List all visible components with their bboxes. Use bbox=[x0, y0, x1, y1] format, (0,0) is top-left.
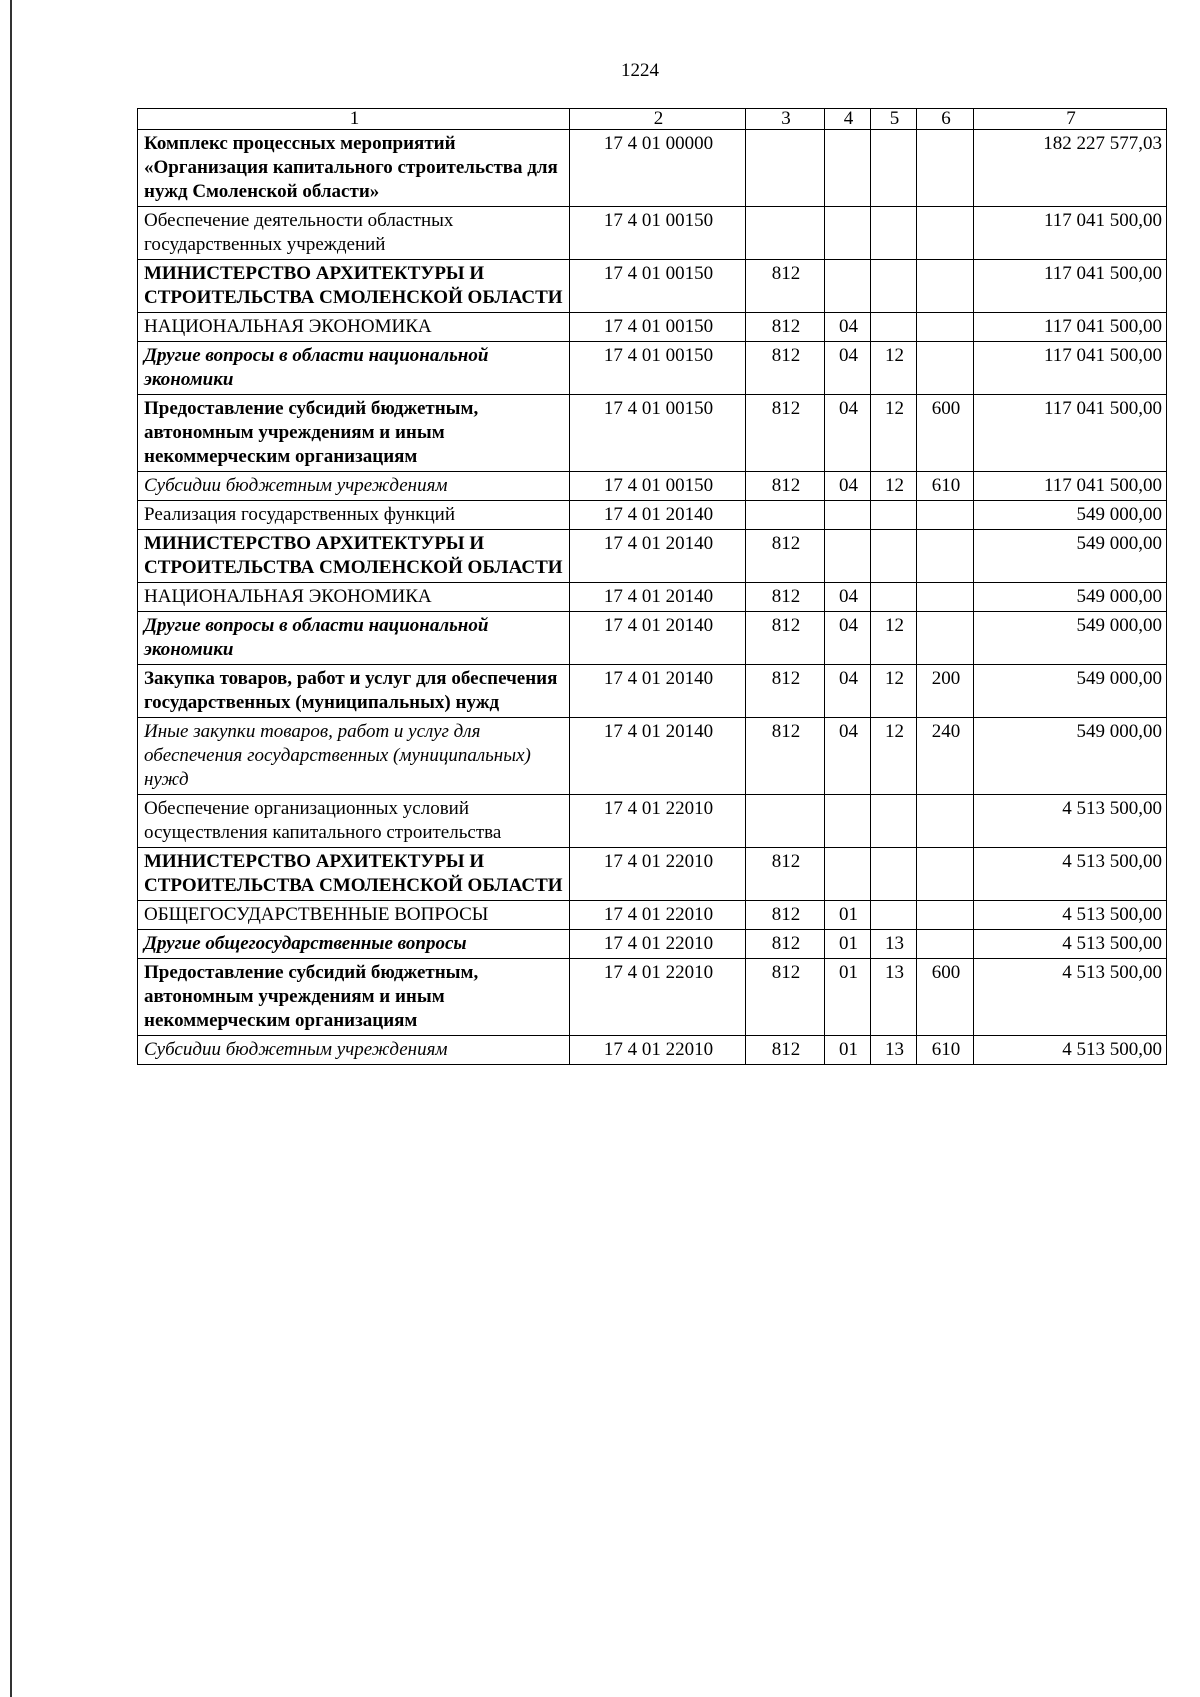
row-section-code bbox=[825, 848, 871, 901]
row-ministry-code: 812 bbox=[746, 665, 825, 718]
row-expense-type-code bbox=[917, 313, 974, 342]
row-section-code: 04 bbox=[825, 342, 871, 395]
row-name: Другие вопросы в области национальной экономики bbox=[138, 612, 570, 665]
row-target-code: 17 4 01 22010 bbox=[570, 930, 746, 959]
row-subsection-code bbox=[871, 530, 917, 583]
row-section-code: 01 bbox=[825, 901, 871, 930]
header-col-6: 6 bbox=[917, 109, 974, 130]
row-name: Закупка товаров, работ и услуг для обеспечения государственных (муниципальных) нужд bbox=[138, 665, 570, 718]
row-amount: 117 041 500,00 bbox=[974, 342, 1167, 395]
row-name: МИНИСТЕРСТВО АРХИТЕКТУРЫ И СТРОИТЕЛЬСТВА СМОЛЕНСКОЙ ОБЛАСТИ bbox=[138, 530, 570, 583]
table-row bbox=[138, 260, 1167, 313]
row-amount: 4 513 500,00 bbox=[974, 930, 1167, 959]
row-subsection-code: 12 bbox=[871, 718, 917, 795]
table-row bbox=[138, 665, 1167, 718]
row-expense-type-code: 600 bbox=[917, 959, 974, 1036]
row-name: Другие вопросы в области национальной экономики bbox=[138, 342, 570, 395]
row-name: Другие общегосударственные вопросы bbox=[138, 930, 570, 959]
row-section-code: 01 bbox=[825, 1036, 871, 1065]
row-expense-type-code: 200 bbox=[917, 665, 974, 718]
row-expense-type-code bbox=[917, 530, 974, 583]
row-amount: 4 513 500,00 bbox=[974, 1036, 1167, 1065]
page-number: 1224 bbox=[621, 60, 659, 81]
row-target-code: 17 4 01 20140 bbox=[570, 665, 746, 718]
row-name: НАЦИОНАЛЬНАЯ ЭКОНОМИКА bbox=[138, 583, 570, 612]
row-ministry-code: 812 bbox=[746, 260, 825, 313]
row-expense-type-code: 240 bbox=[917, 718, 974, 795]
row-section-code bbox=[825, 530, 871, 583]
table-row bbox=[138, 901, 1167, 930]
row-ministry-code: 812 bbox=[746, 583, 825, 612]
row-target-code: 17 4 01 00150 bbox=[570, 472, 746, 501]
row-subsection-code bbox=[871, 207, 917, 260]
row-amount: 117 041 500,00 bbox=[974, 313, 1167, 342]
row-amount: 549 000,00 bbox=[974, 718, 1167, 795]
table-row bbox=[138, 1036, 1167, 1065]
row-target-code: 17 4 01 20140 bbox=[570, 583, 746, 612]
row-ministry-code: 812 bbox=[746, 848, 825, 901]
row-subsection-code bbox=[871, 501, 917, 530]
row-name: Обеспечение деятельности областных государственных учреждений bbox=[138, 207, 570, 260]
row-target-code: 17 4 01 00150 bbox=[570, 260, 746, 313]
row-amount: 117 041 500,00 bbox=[974, 395, 1167, 472]
row-section-code: 04 bbox=[825, 583, 871, 612]
table-row bbox=[138, 795, 1167, 848]
table-row bbox=[138, 959, 1167, 1036]
row-name: Иные закупки товаров, работ и услуг для обеспечения государственных (муниципальных) нужд bbox=[138, 718, 570, 795]
row-section-code bbox=[825, 795, 871, 848]
row-name: ОБЩЕГОСУДАРСТВЕННЫЕ ВОПРОСЫ bbox=[138, 901, 570, 930]
row-name: Комплекс процессных мероприятий «Организация капитального строительства для нужд Смоленской области» bbox=[138, 130, 570, 207]
header-col-5: 5 bbox=[871, 109, 917, 130]
row-expense-type-code bbox=[917, 930, 974, 959]
row-expense-type-code: 610 bbox=[917, 1036, 974, 1065]
table-row bbox=[138, 930, 1167, 959]
row-subsection-code: 13 bbox=[871, 959, 917, 1036]
row-expense-type-code bbox=[917, 342, 974, 395]
row-target-code: 17 4 01 00000 bbox=[570, 130, 746, 207]
row-name: Обеспечение организационных условий осуществления капитального строительства bbox=[138, 795, 570, 848]
row-target-code: 17 4 01 20140 bbox=[570, 718, 746, 795]
row-expense-type-code bbox=[917, 130, 974, 207]
row-section-code: 04 bbox=[825, 395, 871, 472]
header-col-1: 1 bbox=[138, 109, 570, 130]
row-name: МИНИСТЕРСТВО АРХИТЕКТУРЫ И СТРОИТЕЛЬСТВА СМОЛЕНСКОЙ ОБЛАСТИ bbox=[138, 848, 570, 901]
table-header-row bbox=[138, 109, 1167, 130]
header-col-4: 4 bbox=[825, 109, 871, 130]
row-target-code: 17 4 01 22010 bbox=[570, 901, 746, 930]
row-name: Субсидии бюджетным учреждениям bbox=[138, 1036, 570, 1065]
table-row bbox=[138, 472, 1167, 501]
row-subsection-code: 12 bbox=[871, 612, 917, 665]
row-subsection-code bbox=[871, 313, 917, 342]
row-ministry-code: 812 bbox=[746, 930, 825, 959]
row-target-code: 17 4 01 00150 bbox=[570, 395, 746, 472]
row-section-code: 04 bbox=[825, 472, 871, 501]
header-col-7: 7 bbox=[974, 109, 1167, 130]
row-ministry-code bbox=[746, 207, 825, 260]
row-amount: 549 000,00 bbox=[974, 612, 1167, 665]
row-expense-type-code bbox=[917, 207, 974, 260]
row-ministry-code bbox=[746, 501, 825, 530]
row-target-code: 17 4 01 22010 bbox=[570, 1036, 746, 1065]
row-target-code: 17 4 01 20140 bbox=[570, 612, 746, 665]
row-section-code: 01 bbox=[825, 930, 871, 959]
header-col-2: 2 bbox=[570, 109, 746, 130]
row-target-code: 17 4 01 20140 bbox=[570, 530, 746, 583]
row-subsection-code: 12 bbox=[871, 665, 917, 718]
table-row bbox=[138, 207, 1167, 260]
row-ministry-code bbox=[746, 130, 825, 207]
row-amount: 549 000,00 bbox=[974, 665, 1167, 718]
row-section-code bbox=[825, 260, 871, 313]
row-name: МИНИСТЕРСТВО АРХИТЕКТУРЫ И СТРОИТЕЛЬСТВА СМОЛЕНСКОЙ ОБЛАСТИ bbox=[138, 260, 570, 313]
table-row bbox=[138, 130, 1167, 207]
row-amount: 549 000,00 bbox=[974, 530, 1167, 583]
row-name: Предоставление субсидий бюджетным, автономным учреждениям и иным некоммерческим организациям bbox=[138, 959, 570, 1036]
row-subsection-code bbox=[871, 130, 917, 207]
row-expense-type-code bbox=[917, 848, 974, 901]
row-expense-type-code bbox=[917, 901, 974, 930]
row-name: НАЦИОНАЛЬНАЯ ЭКОНОМИКА bbox=[138, 313, 570, 342]
row-expense-type-code: 610 bbox=[917, 472, 974, 501]
row-subsection-code bbox=[871, 795, 917, 848]
table-row bbox=[138, 848, 1167, 901]
table-row bbox=[138, 583, 1167, 612]
row-expense-type-code: 600 bbox=[917, 395, 974, 472]
row-amount: 4 513 500,00 bbox=[974, 848, 1167, 901]
row-subsection-code: 12 bbox=[871, 342, 917, 395]
row-section-code: 04 bbox=[825, 313, 871, 342]
page-edge-line bbox=[10, 0, 12, 1697]
row-amount: 549 000,00 bbox=[974, 501, 1167, 530]
row-target-code: 17 4 01 00150 bbox=[570, 207, 746, 260]
row-ministry-code: 812 bbox=[746, 1036, 825, 1065]
table-row bbox=[138, 530, 1167, 583]
row-subsection-code: 12 bbox=[871, 472, 917, 501]
row-amount: 4 513 500,00 bbox=[974, 901, 1167, 930]
row-section-code bbox=[825, 130, 871, 207]
row-target-code: 17 4 01 00150 bbox=[570, 342, 746, 395]
row-subsection-code: 12 bbox=[871, 395, 917, 472]
row-target-code: 17 4 01 22010 bbox=[570, 795, 746, 848]
row-amount: 4 513 500,00 bbox=[974, 959, 1167, 1036]
row-section-code: 01 bbox=[825, 959, 871, 1036]
row-section-code bbox=[825, 207, 871, 260]
row-amount: 117 041 500,00 bbox=[974, 207, 1167, 260]
row-ministry-code: 812 bbox=[746, 959, 825, 1036]
row-ministry-code: 812 bbox=[746, 313, 825, 342]
row-ministry-code: 812 bbox=[746, 472, 825, 501]
row-amount: 4 513 500,00 bbox=[974, 795, 1167, 848]
row-ministry-code: 812 bbox=[746, 718, 825, 795]
row-ministry-code: 812 bbox=[746, 342, 825, 395]
row-subsection-code bbox=[871, 848, 917, 901]
row-name: Предоставление субсидий бюджетным, автономным учреждениям и иным некоммерческим организациям bbox=[138, 395, 570, 472]
table-row bbox=[138, 612, 1167, 665]
table-row bbox=[138, 313, 1167, 342]
row-subsection-code: 13 bbox=[871, 930, 917, 959]
row-target-code: 17 4 01 20140 bbox=[570, 501, 746, 530]
row-target-code: 17 4 01 22010 bbox=[570, 848, 746, 901]
table-row bbox=[138, 501, 1167, 530]
row-expense-type-code bbox=[917, 583, 974, 612]
row-ministry-code: 812 bbox=[746, 901, 825, 930]
row-amount: 549 000,00 bbox=[974, 583, 1167, 612]
row-expense-type-code bbox=[917, 612, 974, 665]
row-name: Реализация государственных функций bbox=[138, 501, 570, 530]
row-name: Субсидии бюджетным учреждениям bbox=[138, 472, 570, 501]
row-expense-type-code bbox=[917, 795, 974, 848]
row-section-code: 04 bbox=[825, 612, 871, 665]
row-amount: 117 041 500,00 bbox=[974, 472, 1167, 501]
table-row bbox=[138, 395, 1167, 472]
row-amount: 117 041 500,00 bbox=[974, 260, 1167, 313]
row-ministry-code: 812 bbox=[746, 612, 825, 665]
row-subsection-code bbox=[871, 583, 917, 612]
row-amount: 182 227 577,03 bbox=[974, 130, 1167, 207]
table-row bbox=[138, 718, 1167, 795]
row-ministry-code bbox=[746, 795, 825, 848]
table-row bbox=[138, 342, 1167, 395]
row-expense-type-code bbox=[917, 260, 974, 313]
row-subsection-code bbox=[871, 260, 917, 313]
row-target-code: 17 4 01 22010 bbox=[570, 959, 746, 1036]
header-col-3: 3 bbox=[746, 109, 825, 130]
row-ministry-code: 812 bbox=[746, 530, 825, 583]
row-section-code bbox=[825, 501, 871, 530]
row-target-code: 17 4 01 00150 bbox=[570, 313, 746, 342]
row-ministry-code: 812 bbox=[746, 395, 825, 472]
row-expense-type-code bbox=[917, 501, 974, 530]
row-subsection-code: 13 bbox=[871, 1036, 917, 1065]
budget-table bbox=[137, 108, 1167, 1065]
row-subsection-code bbox=[871, 901, 917, 930]
row-section-code: 04 bbox=[825, 718, 871, 795]
row-section-code: 04 bbox=[825, 665, 871, 718]
